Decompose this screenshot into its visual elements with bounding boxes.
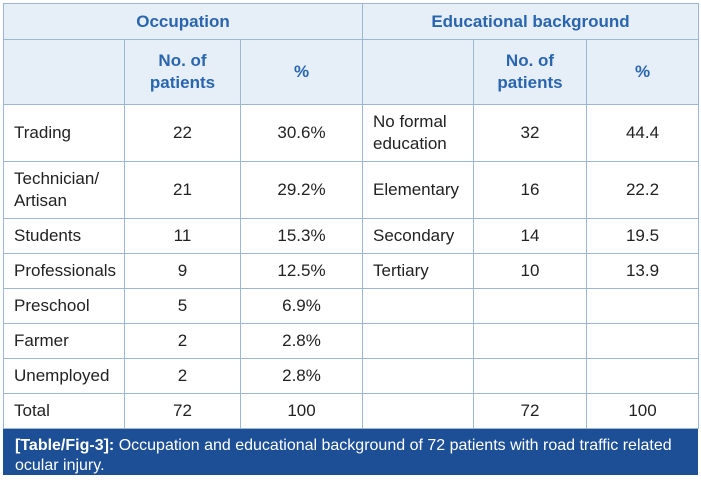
education-count: 10: [474, 254, 587, 289]
occupation-count: 9: [125, 254, 241, 289]
occupation-percent: 15.3%: [241, 219, 363, 254]
occupation-cell: Farmer: [4, 324, 125, 359]
table-row: [4, 105, 699, 162]
header-occupation: Occupation: [4, 4, 363, 40]
occupation-total-count: 72: [125, 394, 241, 429]
education-cell: [363, 289, 474, 324]
occupation-count: 11: [125, 219, 241, 254]
occupation-count: 22: [125, 105, 241, 162]
caption-label: [Table/Fig-3]:: [15, 437, 115, 454]
header-edu-patients: No. of patients: [474, 40, 587, 105]
table-row: [4, 289, 699, 324]
occupation-cell: Students: [4, 219, 125, 254]
occupation-total-percent: 100: [241, 394, 363, 429]
education-count: [474, 289, 587, 324]
education-cell: Secondary: [363, 219, 474, 254]
education-percent: 44.4: [587, 105, 699, 162]
occupation-percent: 29.2%: [241, 162, 363, 219]
table-row: [4, 324, 699, 359]
occupation-percent: 2.8%: [241, 324, 363, 359]
occupation-count: 2: [125, 324, 241, 359]
occupation-cell: Preschool: [4, 289, 125, 324]
occupation-percent: 30.6%: [241, 105, 363, 162]
table-row-total: [4, 394, 699, 429]
occupation-count: 2: [125, 359, 241, 394]
header-edu-percent: %: [587, 40, 699, 105]
occupation-cell: Technician/ Artisan: [4, 162, 125, 219]
header-occ-percent: %: [241, 40, 363, 105]
education-percent: 19.5: [587, 219, 699, 254]
education-count: 16: [474, 162, 587, 219]
education-total-percent: 100: [587, 394, 699, 429]
table-row: [4, 219, 699, 254]
occupation-count: 21: [125, 162, 241, 219]
education-cell: [363, 359, 474, 394]
total-label: Total: [4, 394, 125, 429]
education-percent: 13.9: [587, 254, 699, 289]
table-row: [4, 359, 699, 394]
occupation-cell: Unemployed: [4, 359, 125, 394]
education-percent: [587, 359, 699, 394]
education-count: [474, 324, 587, 359]
education-cell: No formal education: [363, 105, 474, 162]
education-percent: [587, 289, 699, 324]
education-cell: [363, 394, 474, 429]
table-figure: [3, 3, 698, 489]
occupation-percent: 12.5%: [241, 254, 363, 289]
header-edu-label-blank: [363, 40, 474, 105]
education-total-count: 72: [474, 394, 587, 429]
header-occ-patients: No. of patients: [125, 40, 241, 105]
header-occ-label-blank: [4, 40, 125, 105]
caption-text: Occupation and educational background of 72 patients with road traffic related ocular injury.: [15, 437, 672, 474]
occupation-percent: 2.8%: [241, 359, 363, 394]
occupation-percent: 6.9%: [241, 289, 363, 324]
occupation-cell: Professionals: [4, 254, 125, 289]
education-cell: Tertiary: [363, 254, 474, 289]
figure-caption: [3, 429, 698, 475]
occupation-cell: Trading: [4, 105, 125, 162]
education-percent: [587, 324, 699, 359]
education-cell: [363, 324, 474, 359]
data-table: [3, 3, 699, 429]
education-percent: 22.2: [587, 162, 699, 219]
education-count: 32: [474, 105, 587, 162]
table-row: [4, 254, 699, 289]
education-count: [474, 359, 587, 394]
education-count: 14: [474, 219, 587, 254]
header-education: Educational background: [363, 4, 699, 40]
occupation-count: 5: [125, 289, 241, 324]
table-row: [4, 162, 699, 219]
education-cell: Elementary: [363, 162, 474, 219]
